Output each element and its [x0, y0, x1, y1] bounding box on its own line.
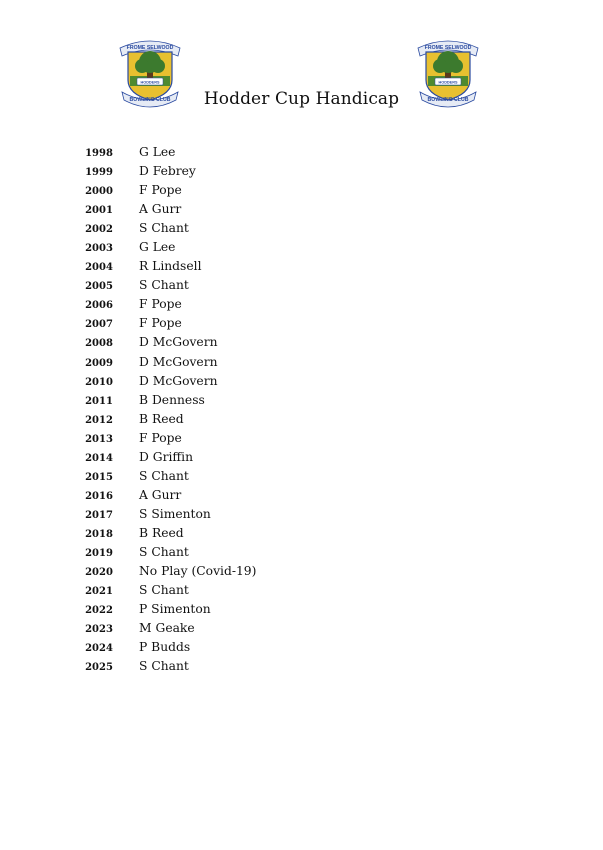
winner-row	[0, 182, 603, 201]
winner-year: 2022	[85, 605, 113, 617]
svg-text:FROME SELWOOD: FROME SELWOOD	[126, 45, 174, 51]
winner-row	[0, 315, 603, 334]
winner-name: F Pope	[139, 316, 182, 331]
winner-row	[0, 354, 603, 373]
winner-year: 2007	[85, 319, 113, 331]
winner-name: D Griffin	[139, 449, 193, 464]
winner-name: S Chant	[139, 221, 189, 236]
winner-name: S Simenton	[139, 506, 211, 521]
winner-name: G Lee	[139, 145, 176, 159]
winner-row	[0, 239, 603, 258]
winner-row	[0, 620, 603, 639]
winner-row	[0, 258, 603, 277]
winner-row	[0, 525, 603, 544]
winner-row	[0, 277, 603, 296]
winner-year: 2003	[85, 243, 113, 255]
winner-row	[0, 296, 603, 315]
winner-row	[0, 658, 603, 677]
winner-name: B Denness	[139, 392, 205, 407]
winner-year: 2024	[85, 643, 113, 655]
winner-name: B Reed	[139, 525, 184, 540]
winner-year: 2014	[85, 452, 113, 464]
svg-text:FROME SELWOOD: FROME SELWOOD	[424, 45, 472, 51]
winner-year: 2006	[85, 300, 113, 312]
winner-row	[0, 392, 603, 411]
winner-name: F Pope	[139, 430, 182, 445]
winner-name: F Pope	[139, 297, 182, 312]
winner-year: 2004	[85, 262, 113, 274]
winner-name: P Budds	[139, 640, 191, 655]
winner-year: 2001	[85, 205, 113, 217]
winner-name: S Chant	[139, 278, 189, 293]
winner-row	[0, 163, 603, 182]
winner-row	[0, 430, 603, 449]
winner-year: 2010	[85, 376, 113, 388]
winner-row	[0, 373, 603, 392]
svg-text:BOWLING CLUB: BOWLING CLUB	[129, 97, 171, 103]
winner-name: R Lindsell	[139, 259, 202, 274]
winner-year: 2000	[85, 186, 113, 198]
winner-name: A Gurr	[139, 202, 182, 217]
winners-list	[0, 144, 603, 677]
winner-year: 2015	[85, 471, 113, 483]
winner-name: S Chant	[139, 544, 189, 559]
winner-name: S Chant	[139, 659, 189, 674]
winner-row	[0, 563, 603, 582]
winner-row	[0, 144, 603, 163]
winner-year: 2009	[85, 357, 113, 369]
winner-year: 2019	[85, 547, 113, 559]
svg-text:HODDERS: HODDERS	[140, 80, 160, 85]
winner-row	[0, 334, 603, 353]
winner-name: No Play (Covid-19)	[139, 564, 257, 579]
winner-name: D McGovern	[139, 335, 218, 350]
winner-name: M Geake	[139, 621, 195, 636]
winner-row	[0, 506, 603, 525]
winner-year: 2018	[85, 528, 113, 540]
winner-year: 2011	[85, 395, 113, 407]
winner-year: 2005	[85, 281, 113, 293]
winner-row	[0, 487, 603, 506]
winner-row	[0, 544, 603, 563]
winner-row	[0, 449, 603, 468]
winner-year: 2025	[85, 662, 113, 674]
winner-name: S Chant	[139, 583, 189, 598]
winner-year: 2023	[85, 624, 113, 636]
winner-name: S Chant	[139, 468, 189, 483]
winner-name: A Gurr	[139, 487, 182, 502]
winner-row	[0, 201, 603, 220]
winner-year: 2016	[85, 490, 113, 502]
winner-name: D McGovern	[139, 354, 218, 369]
winner-row	[0, 468, 603, 487]
winner-row	[0, 582, 603, 601]
page-title: Hodder Cup Handicap	[203, 89, 400, 109]
winner-year: 2012	[85, 414, 113, 426]
winner-row	[0, 411, 603, 430]
winner-year: 2013	[85, 433, 113, 445]
winner-year: 2008	[85, 338, 113, 350]
winner-year: 2021	[85, 586, 113, 598]
winner-name: D McGovern	[139, 373, 218, 388]
svg-text:HODDERS: HODDERS	[438, 80, 458, 85]
winner-name: G Lee	[139, 240, 176, 255]
winner-name: F Pope	[139, 183, 182, 198]
winner-year: 2020	[85, 567, 113, 579]
winner-year: 1999	[85, 167, 113, 179]
winner-row	[0, 220, 603, 239]
winner-name: B Reed	[139, 411, 184, 426]
winner-row	[0, 601, 603, 620]
winner-year: 1998	[85, 148, 113, 159]
winner-row	[0, 639, 603, 658]
winner-name: D Febrey	[139, 164, 196, 179]
svg-text:BOWLING CLUB: BOWLING CLUB	[427, 97, 469, 103]
winner-year: 2002	[85, 224, 113, 236]
winner-year: 2017	[85, 509, 113, 521]
winner-name: P Simenton	[139, 602, 211, 617]
